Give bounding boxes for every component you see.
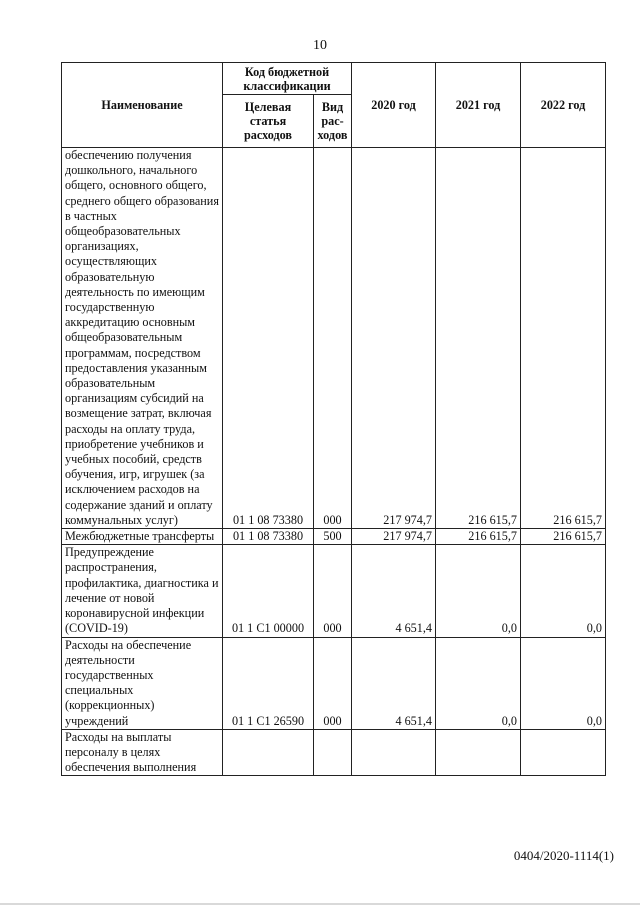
row-type: 000 — [314, 545, 352, 637]
row-name: Предупреждение распространения, профилактика, диагностика и лечение от новой коронавирусной инфекции (COVID-19) — [62, 545, 223, 637]
row-2020: 217 974,7 — [352, 148, 436, 529]
header-target-article: Целевая статья расходов — [223, 95, 314, 148]
row-2022: 216 615,7 — [521, 529, 606, 545]
row-name: Расходы на обеспечение деятельности государственных специальных (коррекционных) учреждений — [62, 637, 223, 729]
row-code: 01 1 08 73380 — [223, 529, 314, 545]
row-name: Межбюджетные трансферты — [62, 529, 223, 545]
table-row — [62, 729, 606, 776]
row-2021: 0,0 — [436, 545, 521, 637]
row-2021: 0,0 — [436, 637, 521, 729]
row-2021 — [436, 729, 521, 776]
header-expense-type: Вид рас-ходов — [314, 95, 352, 148]
row-2022 — [521, 729, 606, 776]
row-2020: 217 974,7 — [352, 529, 436, 545]
row-2022: 0,0 — [521, 637, 606, 729]
row-2020: 4 651,4 — [352, 637, 436, 729]
page-number: 10 — [313, 38, 327, 53]
row-type: 500 — [314, 529, 352, 545]
table-row — [62, 148, 606, 529]
row-type: 000 — [314, 148, 352, 529]
budget-table — [61, 62, 606, 776]
row-name: обеспечению получения дошкольного, начального общего, основного общего, среднего общего образования в частных общеобразовательных организациях, осуществляющих образовательную деятельность по имеющим государственную аккредитацию основным общеобразовательным программам, посредством предоставления указанным образовательным организациям субсидий на возмещение затрат, включая расходы на оплату труда, приобретение учебников и учебных пособий, средств обучения, игр, игрушек (за исключением расходов на содержание зданий и оплату коммунальных услуг) — [62, 148, 223, 529]
row-type — [314, 729, 352, 776]
header-2021: 2021 год — [436, 63, 521, 148]
row-code — [223, 729, 314, 776]
row-name: Расходы на выплаты персоналу в целях обеспечения выполнения — [62, 729, 223, 776]
row-2020 — [352, 729, 436, 776]
row-code: 01 1 C1 00000 — [223, 545, 314, 637]
row-2021: 216 615,7 — [436, 529, 521, 545]
row-type: 000 — [314, 637, 352, 729]
header-2022: 2022 год — [521, 63, 606, 148]
row-2022: 0,0 — [521, 545, 606, 637]
row-2021: 216 615,7 — [436, 148, 521, 529]
table-row — [62, 529, 606, 545]
header-name: Наименование — [62, 63, 223, 148]
table-row — [62, 545, 606, 637]
row-code: 01 1 08 73380 — [223, 148, 314, 529]
row-2020: 4 651,4 — [352, 545, 436, 637]
document-code: 0404/2020-1114(1) — [513, 848, 614, 863]
header-budget-code: Код бюджетной классификации — [223, 63, 352, 95]
header-2020: 2020 год — [352, 63, 436, 148]
table-row — [62, 637, 606, 729]
row-2022: 216 615,7 — [521, 148, 606, 529]
row-code: 01 1 C1 26590 — [223, 637, 314, 729]
